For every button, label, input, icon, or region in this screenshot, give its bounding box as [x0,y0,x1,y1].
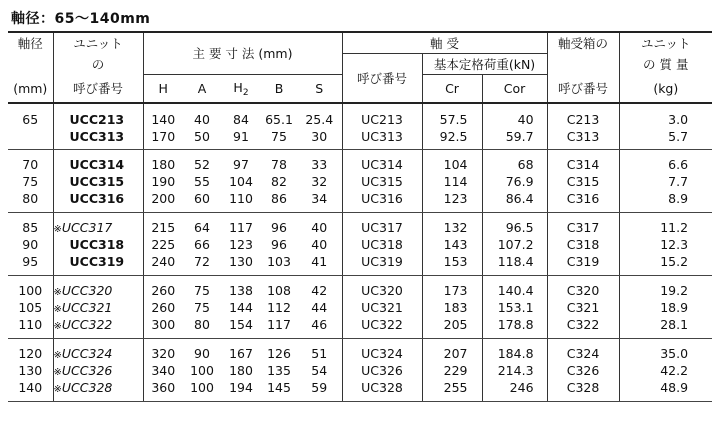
header-bearing-no: 呼び番号 [342,54,422,104]
table-cell: 320 [151,346,176,361]
table-cell: UC320 [361,283,403,298]
dim-A-cell [183,213,221,276]
table-cell: UC326 [361,363,403,378]
table-cell: 90 [194,346,210,361]
table-cell: 92.5 [439,129,468,144]
table-cell: 3.0 [668,112,689,127]
table-cell: 59 [311,380,328,395]
table-cell: 85 [22,220,39,235]
table-cell: ※UCC324 [53,346,113,361]
table-row-group [8,339,712,402]
table-cell: ※UCC328 [53,380,113,395]
header-H: H [143,75,183,104]
spec-table [8,31,712,402]
page-title: 軸径：65〜140mm [11,11,151,27]
table-cell: 229 [443,363,468,378]
table-cell: 108 [267,283,291,298]
header-cor: Cor [482,75,547,104]
table-cell: UC313 [361,129,403,144]
table-cell: 80 [194,317,210,332]
table-cell: C316 [566,191,600,206]
table-cell: 145 [267,380,291,395]
table-cell: UC317 [361,220,403,235]
table-cell: C322 [566,317,600,332]
dim-H-cell [143,339,183,402]
table-cell: UCC313 [69,129,125,144]
table-cell: 8.9 [668,191,689,206]
shaft-dia-cell [8,103,53,150]
dim-A-cell [183,103,221,150]
table-cell: C328 [566,380,600,395]
table-cell: 7.7 [668,174,689,189]
table-cell: 59.7 [505,129,534,144]
table-cell: 100 [190,363,214,378]
table-cell: 44 [311,300,328,315]
table-cell: 117 [267,317,291,332]
table-cell: 46 [311,317,328,332]
header-bearing: 軸 受 [342,32,547,54]
dim-B-cell [261,213,297,276]
table-cell: C313 [566,129,600,144]
table-cell: UCC314 [69,157,125,172]
table-cell: 90 [22,237,39,252]
dim-H-cell [143,213,183,276]
load-cr-cell [422,150,482,213]
table-cell: 140 [151,112,176,127]
table-cell: 91 [233,129,249,144]
table-cell [8,128,53,145]
table-cell: 215 [151,220,176,235]
load-cr-cell [422,276,482,339]
table-cell: 140 [18,380,43,395]
dim-A-cell [183,276,221,339]
table-cell: C324 [566,346,600,361]
table-cell: 75 [271,129,287,144]
shaft-dia-cell [8,339,53,402]
dim-B-cell [261,103,297,150]
table-header [8,32,712,103]
table-cell: UC314 [361,157,403,172]
table-cell: 130 [229,254,253,269]
table-cell: 126 [267,346,291,361]
table-cell: 96 [271,237,287,252]
star-mark: ※ [53,287,62,298]
table-cell: UC315 [361,174,403,189]
table-cell: 96.5 [505,220,534,235]
table-cell: ※UCC322 [53,317,113,332]
unit-no-cell [53,339,143,402]
table-cell: 183 [443,300,468,315]
table-cell: 104 [443,157,468,172]
load-cr-cell [422,339,482,402]
table-cell: 28.1 [660,317,689,332]
table-cell: 52 [194,157,210,172]
table-cell: 190 [151,174,176,189]
table-cell: 86 [271,191,287,206]
header-unit-l3: 呼び番号 [53,75,143,104]
table-row-group [8,103,712,150]
dim-H2-cell [221,276,261,339]
table-cell: 40 [517,112,534,127]
table-cell: 100 [190,380,214,395]
table-cell: 76.9 [505,174,534,189]
table-cell: 143 [443,237,468,252]
table-cell: 25.4 [305,112,334,127]
table-cell: 33 [311,157,328,172]
dim-H-cell [143,150,183,213]
table-cell: 55 [194,174,210,189]
table-cell: 105 [18,300,43,315]
shaft-dia-cell [8,150,53,213]
table-cell: 40 [194,112,210,127]
table-cell: UC328 [361,380,403,395]
table-cell: 200 [151,191,176,206]
bearing-no-cell [342,150,422,213]
table-cell: 107.2 [497,237,534,252]
table-cell: 118.4 [497,254,534,269]
table-cell: 123 [443,191,468,206]
table-cell: 66 [194,237,210,252]
header-housing-no: 呼び番号 [547,75,619,104]
table-cell: 100 [18,283,43,298]
table-cell: 167 [229,346,253,361]
table-cell: 103 [267,254,291,269]
table-cell: 123 [229,237,253,252]
header-load: 基本定格荷重(kN) [422,54,547,75]
unit-no-cell [53,276,143,339]
table-cell: 300 [151,317,176,332]
table-cell: 144 [229,300,253,315]
table-cell: C318 [566,237,600,252]
table-cell: UCC213 [69,112,125,127]
star-mark: ※ [53,224,62,235]
header-unit-l2: の [53,54,143,75]
table-cell: 75 [194,283,210,298]
dim-H2-cell [221,103,261,150]
header-A: A [183,75,221,104]
table-cell: 114 [443,174,468,189]
dim-A-cell [183,339,221,402]
dim-A-cell [183,150,221,213]
header-housing: 軸受箱の [547,32,619,54]
dim-S-cell [297,276,342,339]
table-cell: 40 [311,237,328,252]
table-cell: 260 [151,300,176,315]
dim-S-cell [297,150,342,213]
table-cell: 70 [22,157,39,172]
table-cell: UC213 [361,112,403,127]
load-cor-cell [482,276,547,339]
table-cell: 75 [194,300,210,315]
table-cell: UC322 [361,317,403,332]
table-cell: 135 [267,363,291,378]
star-mark: ※ [53,350,62,361]
table-cell: UC319 [361,254,403,269]
table-cell: 104 [229,174,253,189]
dim-B-cell [261,276,297,339]
table-cell: 184.8 [497,346,534,361]
header-mass-l2: の 質 量 [619,54,712,75]
table-cell: 86.4 [505,191,534,206]
table-cell: 54 [311,363,328,378]
star-mark: ※ [53,321,62,332]
table-cell: 75 [22,174,39,189]
table-cell: ※UCC320 [53,283,113,298]
table-cell: ※UCC326 [53,363,113,378]
dim-H2-cell [221,150,261,213]
table-cell: 205 [443,317,468,332]
table-cell: 30 [311,129,328,144]
header-shaft-unit: (mm) [8,75,53,104]
table-cell: UC316 [361,191,403,206]
table-cell: 340 [151,363,176,378]
table-cell: C326 [566,363,600,378]
load-cor-cell [482,150,547,213]
table-cell: 65 [22,112,39,127]
table-cell: 12.3 [660,237,689,252]
dim-H2-cell [221,339,261,402]
table-row-group [8,276,712,339]
load-cr-cell [422,213,482,276]
table-cell: C321 [566,300,600,315]
housing-no-cell [547,276,619,339]
table-cell: 15.2 [660,254,689,269]
mass-cell [619,339,712,402]
table-cell: 180 [229,363,253,378]
table-cell: C319 [566,254,600,269]
table-cell: 57.5 [439,112,468,127]
table-cell: 65.1 [265,112,293,127]
table-row-group [8,150,712,213]
table-cell: C315 [566,174,600,189]
table-cell: 68 [517,157,534,172]
table-cell: 19.2 [660,283,689,298]
table-body [8,103,712,402]
table-cell: 153 [443,254,468,269]
table-cell: 11.2 [660,220,689,235]
table-cell: 214.3 [497,363,534,378]
table-cell: UCC318 [69,237,125,252]
table-cell: UC318 [361,237,403,252]
dim-S-cell [297,339,342,402]
table-cell: 132 [443,220,468,235]
table-row-group [8,213,712,276]
table-cell: 50 [194,129,210,144]
shaft-dia-cell [8,276,53,339]
table-cell: 112 [267,300,291,315]
table-cell: 60 [194,191,210,206]
unit-no-cell [53,213,143,276]
table-cell: C317 [566,220,600,235]
bearing-no-cell [342,339,422,402]
table-cell: 34 [311,191,328,206]
table-cell: 78 [271,157,287,172]
table-cell: 64 [194,220,210,235]
table-cell: 32 [311,174,328,189]
table-cell: 42.2 [660,363,689,378]
table-cell: 360 [151,380,176,395]
header-S: S [297,75,342,104]
star-mark: ※ [53,367,62,378]
table-cell: 51 [311,346,328,361]
table-cell: 240 [151,254,176,269]
table-cell: 246 [509,380,534,395]
header-mass-l1: ユニット [619,32,712,54]
table-cell: ※UCC321 [53,300,113,315]
mass-cell [619,276,712,339]
table-cell: 170 [151,129,176,144]
table-cell: 260 [151,283,176,298]
load-cor-cell [482,103,547,150]
table-cell: 178.8 [497,317,534,332]
table-cell: 5.7 [668,129,689,144]
mass-cell [619,103,712,150]
bearing-no-cell [342,276,422,339]
table-cell: UCC319 [69,254,125,269]
table-cell: 117 [229,220,253,235]
shaft-dia-cell [8,213,53,276]
header-cr: Cr [422,75,482,104]
mass-cell [619,150,712,213]
table-cell: 154 [229,317,253,332]
table-cell: 96 [271,220,287,235]
table-cell: 225 [151,237,176,252]
dim-S-cell [297,103,342,150]
table-cell: 48.9 [660,380,689,395]
table-cell: C314 [566,157,600,172]
table-cell: 84 [233,112,249,127]
dim-S-cell [297,213,342,276]
table-cell: 82 [271,174,287,189]
dim-H2-cell [221,213,261,276]
table-cell: C213 [566,112,600,127]
load-cor-cell [482,213,547,276]
table-cell: 130 [18,363,43,378]
load-cor-cell [482,339,547,402]
table-cell: 120 [18,346,43,361]
table-cell: 41 [311,254,328,269]
table-cell: 40 [311,220,328,235]
dim-H-cell [143,276,183,339]
table-cell: C320 [566,283,600,298]
star-mark: ※ [53,384,62,395]
table-cell: 110 [18,317,43,332]
housing-no-cell [547,213,619,276]
table-cell: 35.0 [660,346,689,361]
header-main-dims: 主 要 寸 法 (mm) [143,32,342,75]
housing-no-cell [547,339,619,402]
table-cell: UCC316 [69,191,125,206]
table-cell: 97 [233,157,249,172]
table-cell: UC324 [361,346,403,361]
table-cell: 80 [22,191,39,206]
dim-B-cell [261,339,297,402]
table-cell: 138 [229,283,253,298]
table-cell: UC321 [361,300,403,315]
table-cell: 207 [443,346,468,361]
housing-no-cell [547,103,619,150]
dim-B-cell [261,150,297,213]
table-cell: 72 [194,254,210,269]
table-cell: 42 [311,283,328,298]
table-cell: ※UCC317 [53,220,113,235]
header-mass-l3: (kg) [619,75,712,104]
header-unit-l1: ユニット [53,32,143,54]
table-cell: 173 [443,283,468,298]
housing-no-cell [547,150,619,213]
header-shaft-dia: 軸径 [8,32,53,54]
star-mark: ※ [53,304,62,315]
header-H2: $H_2$ [221,75,261,104]
table-cell: 194 [229,380,253,395]
header-B: B [261,75,297,104]
table-cell: 6.6 [668,157,689,172]
bearing-no-cell [342,213,422,276]
unit-no-cell [53,103,143,150]
table-cell: UCC315 [69,174,125,189]
bearing-no-cell [342,103,422,150]
table-cell: 140.4 [497,283,534,298]
table-cell: 255 [443,380,468,395]
table-cell: 180 [151,157,176,172]
table-cell: 95 [22,254,39,269]
table-cell: 153.1 [497,300,534,315]
load-cr-cell [422,103,482,150]
mass-cell [619,213,712,276]
table-cell: 110 [229,191,253,206]
unit-no-cell [53,150,143,213]
table-cell: 18.9 [660,300,689,315]
dim-H-cell [143,103,183,150]
